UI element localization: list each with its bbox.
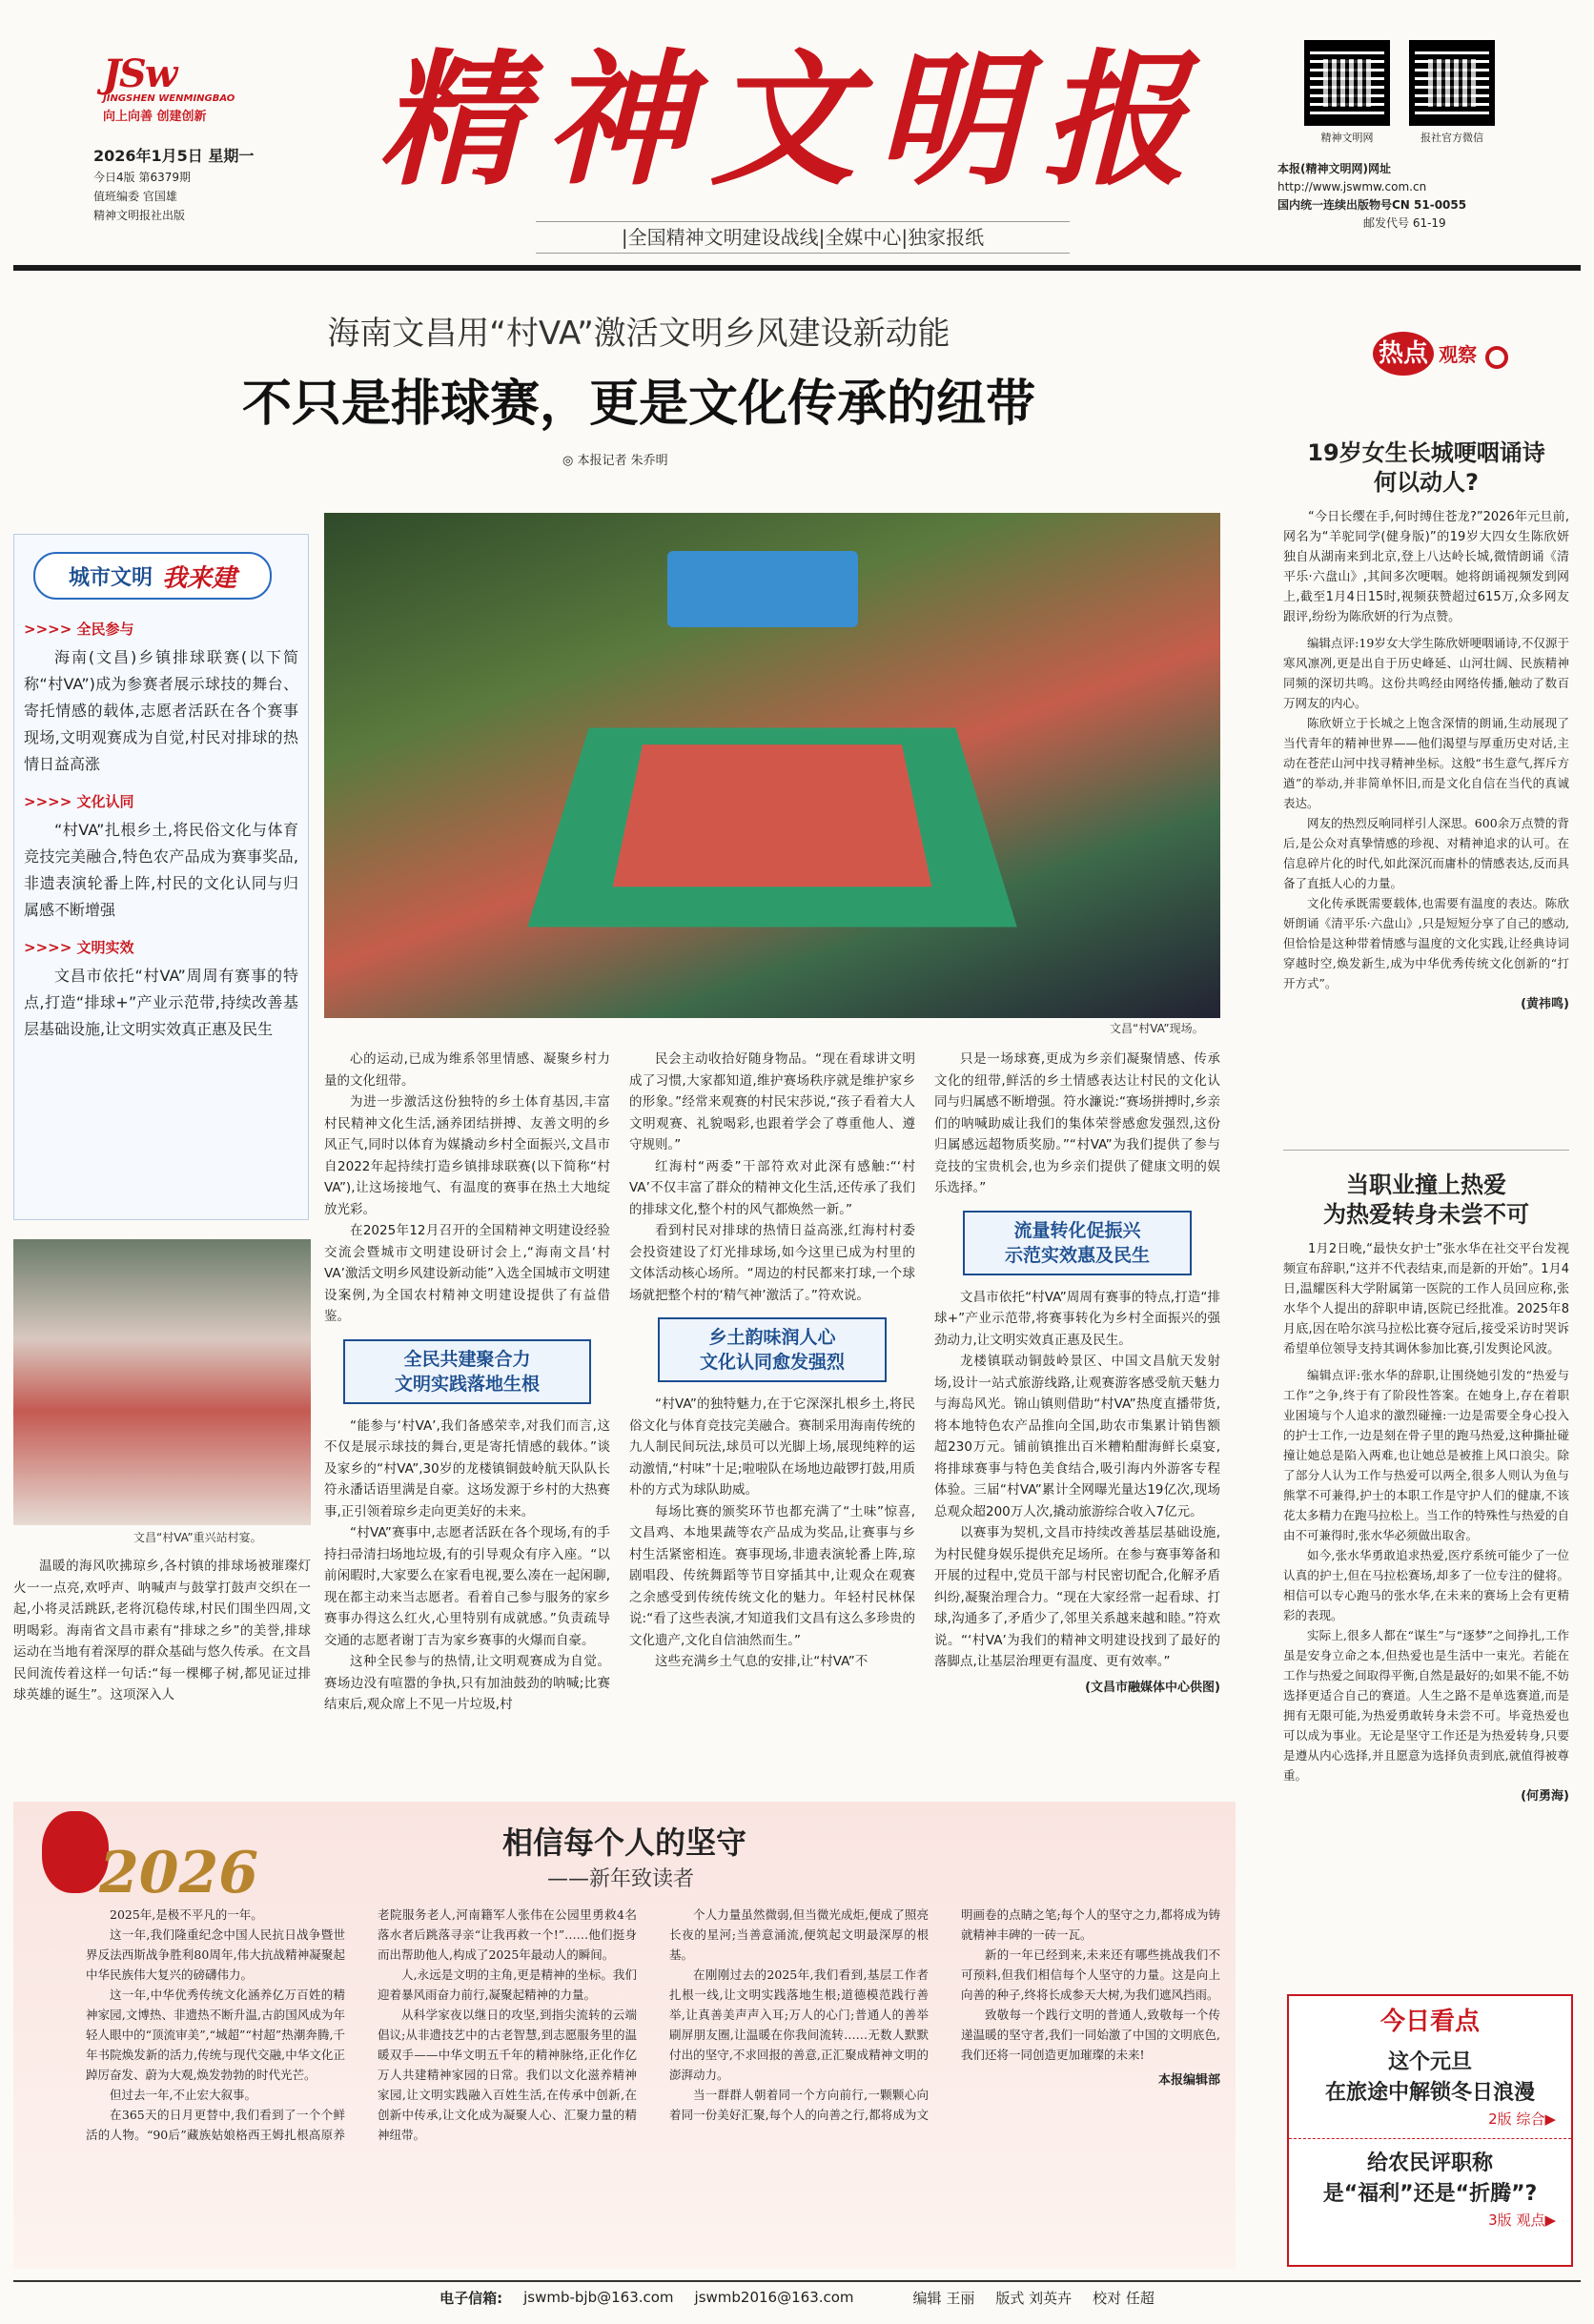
issue-publisher: 精神文明报社出版: [93, 209, 186, 222]
subhead-1: 全民共建聚合力 文明实践落地生根: [343, 1339, 591, 1404]
article-paragraph: “村VA”赛事中,志愿者活跃在各个现场,有的手持扫帚清扫场地垃圾,有的引导观众有序入座。“以前闲暇时,大家要么在家看电视,要么凑在一起闲聊,现在都主动来当志愿者。看着自己参与服务的家乡赛事办得这么红火,心里特别有成就感。”负责疏导交通的志愿者谢丁吉为家乡赛事的火爆而自豪。: [324, 1525, 610, 1648]
lead-photo-caption: 文昌“村VA”现场。: [1110, 1022, 1204, 1035]
newyear-sign: 本报编辑部: [1157, 2073, 1220, 2088]
hot-article-2-title: 当职业撞上热爱 为热爱转身未尝不可: [1323, 1172, 1529, 1228]
newyear-subtitle: ——新年致读者: [547, 1867, 695, 1891]
hot-badge-a: 热点: [1373, 332, 1434, 376]
sidebar-item: [24, 791, 298, 924]
qr-right: [1409, 40, 1495, 145]
hot-article-1-para: “今日长缨在手,何时缚住苍龙?”2026年元旦前,网名为“羊驼同学(健身版)”的19岁大四女生陈欣妍独自从湖南来到北京,登上八达岭长城,微情朗诵《清平乐·六盘山》,其间多次哽咽。她将朗诵视频发到网上,截至1月4日15时,视频获赞超过615万,众多网友跟评,纷纷为陈欣妍的行为点赞。: [1283, 510, 1569, 624]
hot-article-2-para: 实际上,很多人都在“谋生”与“逐梦”之间挣扎,工作虽是安身立命之本,但热爱也是生活中一束光。若能在工作与热爱之间取得平衡,自然是最好的;如果不能,不妨选择更适合自己的赛道。人生之路不是单选赛道,而是拥有无限可能,为热爱勇敢转身未尝不可。毕竟热爱也可以成为事业。无论是坚守工作还是为热爱转身,只要是遵从内心选择,并且愿意为选择负责到底,就值得被尊重。: [1283, 1628, 1569, 1783]
newyear-para: 这一年,中华优秀传统文化涵养亿万百姓的精神家园,文博热、非遗热不断升温,古韵国风成为年轻人眼中的“顶流审美”,“城超”“村超”热潮奔腾,千年书院焕发新的活力,传统与现代交融,中华文化正踔厉奋发、蔚为大观,焕发勃勃的时代光芒。: [86, 1988, 345, 2082]
qr-right-label: 报社官方微信: [1420, 132, 1483, 144]
qr-left-label: 精神文明网: [1320, 132, 1374, 144]
photo-court-inner: [613, 744, 932, 887]
sidebar-item-text: “村VA”扎根乡土,将民俗文化与体育竞技完美融合,特色农产品成为赛事奖品,非遗表演轮番上阵,村民的文化认同与归属感不断增强: [24, 821, 298, 919]
site-info: [1277, 160, 1563, 233]
lead-photo-volleyball-court: [324, 513, 1220, 1018]
issue-pages: 今日4版 第6379期: [93, 171, 191, 184]
article-paragraph: 红海村“两委”干部符欢对此深有感触:“‘村VA’不仅丰富了群众的精神文化生活,还传承了我们的排球文化,整个村的风气都焕然一新。”: [629, 1158, 915, 1217]
newyear-panel: [13, 1802, 1236, 2269]
hot-article-1-para: 陈欣妍立于长城之上饱含深情的朗诵,生动展现了当代青年的精神世界——他们渴望与厚重历史对话,主动在苍茫山河中找寻精神坐标。这般“书生意气,挥斥方遒”的举动,并非简单怀旧,而是文化自信在当代的真诚表达。: [1283, 716, 1569, 810]
newyear-para: 致敬每一个践行文明的普通人,致敬每一个传递温暖的坚守者,我们一同始激了中国的文明底色,我们还将一同创造更加璀璨的未来!: [961, 2008, 1220, 2062]
article-paragraph: 温暖的海风吹拂琼乡,各村镇的排球场被璀璨灯火一一点亮,欢呼声、呐喊声与鼓掌打鼓声交织在一起,小将灵活跳跃,老将沉稳传球,村民们围坐四周,文明喝彩。海南省文昌市素有“排球之乡”的美誉,排球运动在当地有着深厚的群众基础与悠久传承。在文昌民间流传着这样一句话:“每一棵椰子树,都见证过排球英雄的诞生”。这项深入人: [13, 1559, 311, 1702]
newyear-text: [86, 1905, 1220, 2248]
sidebar-item-text: 海南(文昌)乡镇排球联赛(以下简称“村VA”)成为参赛者展示球技的舞台、寄托情感的载体,志愿者活跃在各个赛事现场,文明观赛成为自觉,村民对排球的热情日益高涨: [24, 648, 298, 773]
masthead-rule: [13, 265, 1581, 271]
logo-slogan: 向上向善 创建创新: [103, 110, 207, 124]
article-paragraph: 这些充满乡土气息的安排,让“村VA”不: [655, 1654, 869, 1669]
today-item-title[interactable]: 给农民评职称 是“福利”还是“折腾”?: [1322, 2151, 1538, 2206]
newyear-para: 当一群群人朝着同一个方向前行,一颗颗心向着同一份美好汇聚,每个人的向善之行,都将成为文明画卷的点睛之笔;每个人的坚守之力,都将成为铸就精神丰碑的一砖一瓦。: [669, 1907, 1220, 2122]
article-paragraph: 为进一步激活这份独特的乡土体育基因,丰富村民精神文化生活,涵养团结拼搏、友善文明的乡风正气,同时以体育为媒撬动乡村全面振兴,文昌市自2022年起持续打造乡镇排球联赛(以下简称“村VA”),让这场接地气、有温度的赛事在热土大地绽放光彩。: [324, 1094, 610, 1217]
sidebar-item: [24, 937, 298, 1043]
today-item-title[interactable]: 这个元旦 在旅途中解锁冬日浪漫: [1324, 2050, 1535, 2105]
issue-date: 2026年1月5日 星期一: [93, 147, 255, 165]
logo: [103, 51, 303, 124]
newyear-para: 在刚刚过去的2025年,我们看到,基层工作者扎根一线,让文明实践落地生根;道德模范践行善举,让真善美声声入耳;万人的心门;普通人的善举刷屏朋友圈,让温暖在你我间流转……无数人默默付出的坚守,不求回报的善意,正汇聚成精神文明的澎湃动力。: [669, 1967, 929, 2082]
newyear-para: 这一年,我们隆重纪念中国人民抗日战争暨世界反法西斯战争胜利80周年,伟大抗战精神凝聚起中华民族伟大复兴的磅礴伟力。: [86, 1927, 345, 1982]
sidebar-badge-a: 城市文明: [68, 565, 153, 590]
hot-article-1-comment: 编辑点评:19岁女大学生陈欣妍哽咽诵诗,不仅源于寒风凛冽,更是出自于历史峰延、山河壮阔、民族精神同频的深切共鸣。这份共鸣经由网络传播,触动了数百万网友的内心。: [1283, 636, 1569, 710]
footer-email-2[interactable]: jswmb2016@163.com: [694, 2289, 854, 2306]
article-paragraph: 心的运动,已成为维系邻里情感、凝聚乡村力量的文化纽带。: [324, 1051, 610, 1089]
today-item-page[interactable]: 2版 综合▶: [1488, 2110, 1556, 2128]
newyear-para: 但过去一年,不止宏大叙事。: [110, 2088, 256, 2102]
footer-email-label: 电子信箱:: [439, 2289, 503, 2307]
sidebar-item-title: >>>> 文明实效: [24, 939, 134, 956]
subhead-2: 乡土韵味润人心 文化认同愈发强烈: [658, 1317, 887, 1382]
lead-kicker: 海南文昌用“村VA”激活文明乡风建设新动能: [327, 315, 950, 353]
article-paragraph: 每场比赛的颁奖环节也都充满了“土味”惊喜,文昌鸡、本地果蔬等农产品成为奖品,让赛事与乡村生活紧密相连。赛事现场,非遗表演轮番上阵,琼剧唱段、传统舞蹈等节目穿插其中,让观众在观赛之余感受到传统传统文化的魅力。年轻村民林保说:“看了这些表演,才知道我们文昌有这么多珍贵的文化遗产,文化自信油然而生。”: [629, 1503, 915, 1648]
magnifier-icon: [1485, 346, 1508, 369]
article-paragraph: 看到村民对排球的热情日益高涨,红海村村委会投资建设了灯光排球场,如今这里已成为村里的文体活动核心场所。“周边的村民都来打球,一个球场就把整个村的‘精气神’激活了。”符欢说。: [629, 1223, 915, 1303]
sidebar-item-text: 文昌市依托“村VA”周周有赛事的特点,打造“排球+”产业示范带,持续改善基层基础设施,让文明实效真正惠及民生: [24, 967, 298, 1038]
hot-badge: [1373, 334, 1508, 369]
article-col-0: [13, 1556, 311, 1706]
article-paragraph: 这种全民参与的热情,让文明观赛成为自觉。赛场边没有喧嚣的争执,只有加油鼓劲的呐喊;比赛结束后,观众席上不见一片垃圾,村: [324, 1654, 610, 1712]
article-paragraph: 以赛事为契机,文昌市持续改善基层基础设施,为村民健身娱乐提供充足场所。在参与赛事筹备和开展的过程中,党员干部与村民密切配合,化解矛盾纠纷,凝聚治理合力。“现在大家经常一起看球、打球,沟通多了,矛盾少了,邻里关系越来越和睦。”符欢说。“‘村VA’为我们的精神文明建设找到了最好的落脚点,让基层治理更有温度、更有效率。”: [934, 1525, 1220, 1669]
newyear-year: 2026: [99, 1840, 258, 1906]
tagline: |全国精神文明建设战线|全媒中心|独家报纸: [621, 226, 985, 249]
article-paragraph: 在2025年12月召开的全国精神文明建设经验交流会暨城市文明建设研讨会上,“海南文昌‘村VA’激活文明乡风建设新动能”入选全国城市文明建设案例,为全国农村精神文明建设提供了有益借鉴。: [324, 1223, 610, 1324]
article-paragraph: 龙楼镇联动铜鼓岭景区、中国文昌航天发射场,设计一站式旅游线路,让观赛游客感受航天魅力与海岛风光。锦山镇则借助“村VA”热度直播带货,将本地特色农产品推向全国,助农市集累计销售额超230万元。铺前镇推出百米糟粕酣海鲜长桌宴,将排球赛事与特色美食结合,吸引海内外游客专程体验。三届“村VA”累计全网曝光量达19亿次,现场总观众超200万人次,撬动旅游综合收入7亿元。: [934, 1354, 1220, 1519]
subhead-3: 流量转化促振兴 示范实效惠及民生: [963, 1211, 1192, 1275]
site-cn: 国内统一连续出版物号CN 51-0055: [1277, 198, 1467, 212]
newyear-title: 相信每个人的坚守: [501, 1825, 746, 1861]
hot-divider: [1283, 1150, 1569, 1151]
newyear-para: 从科学家夜以继日的攻坚,到指尖流转的云端倡议;从非遗技艺中的古老智慧,到志愿服务里的温暖双手——中华文明五千年的精神脉络,正化作亿万人共建精神家园的日常。我们以文化滋养精神家园,让文明实践融入百姓生活,在传承中创新,在创新中传承,让文化成为凝聚人心、汇聚力量的精神纽带。: [378, 2008, 637, 2142]
qr-left: [1304, 40, 1390, 145]
hot-article-2: [1283, 1171, 1569, 1804]
article-paragraph: “村VA”的独特魅力,在于它深深扎根乡土,将民俗文化与体育竞技完美融合。赛制采用海南传统的九人制民间玩法,球员可以光脚上场,展现纯粹的运动激情,“村味”十足;啦啦队在场地边敲锣打鼓,用质朴的方式为球队助威。: [629, 1396, 915, 1498]
article-paragraph: 只是一场球赛,更成为乡亲们凝聚情感、传承文化的纽带,鲜活的乡土情感表达让村民的文化认同与归属感不断增强。符水濂说:“赛场拼搏时,乡亲们的呐喊助威让我们的集体荣誉感愈发强烈,这份归属感远超物质奖励。”“村VA”为我们提供了参与竞技的宝贵机会,也为乡亲们提供了健康文明的娱乐选择。”: [934, 1051, 1220, 1195]
article-paragraph: 民会主动收拾好随身物品。“现在看球讲文明成了习惯,大家都知道,维护赛场秩序就是维护家乡的形象。”经常来观赛的村民宋莎说,“孩子看着大人文明观赛、礼貌喝彩,也跟着学会了尊重他人、遵守规则。”: [629, 1051, 915, 1152]
site-post: 邮发代号 61-19: [1363, 216, 1446, 230]
footer: [13, 2280, 1581, 2313]
sidebar-item: [24, 619, 298, 778]
article-paragraph: 文昌市依托“村VA”周周有赛事的特点,打造“排球+”产业示范带,将赛事转化为乡村全面振兴的强劲动力,让文明实效真正惠及民生。: [934, 1289, 1220, 1348]
hot-article-1: [1283, 438, 1569, 1011]
hot-article-2-sign: (何勇海): [1521, 1789, 1569, 1804]
today-item-page[interactable]: 3版 观点▶: [1488, 2212, 1556, 2229]
hot-article-2-para: 1月2日晚,“最快女护士”张水华在社交平台发视频宣布辞职,“这并不代表结束,而是新的开始”。1月4日,温耀医科大学附属第一医院的工作人员回应称,张水华个人提出的辞职申请,医院已经批准。2025年8月底,因在哈尔滨马拉松比赛夺冠后,接受采访时哭诉希望单位领导支持其调休参加比赛,引发舆论风波。: [1283, 1242, 1569, 1356]
sidebar-item-title: >>>> 文化认同: [24, 793, 134, 810]
lead-headline: 不只是排球赛，更是文化传承的纽带: [241, 376, 1035, 433]
hot-article-1-title: 19岁女生长城哽咽诵诗 何以动人?: [1307, 439, 1545, 496]
article-paragraph: “能参与‘村VA’,我们备感荣幸,对我们而言,这不仅是展示球技的舞台,更是寄托情感的载体。”谈及家乡的“村VA”,30岁的龙楼镇铜鼓岭航天队队长符永潘话语里满是自豪。这场发源于乡村的大热赛事,正引领着琼乡走向更美好的未来。: [324, 1417, 610, 1519]
today-item[interactable]: [1289, 2044, 1571, 2139]
hot-badge-b: 观察: [1439, 343, 1478, 366]
issue-editors: 值班编委 官国雄: [93, 190, 177, 203]
qr-code-left: [1304, 40, 1390, 126]
site-url[interactable]: http://www.jswmw.com.cn: [1277, 180, 1427, 194]
logo-pinyin: JINGSHEN WENMINGBAO: [103, 93, 235, 104]
today-head: 今日看点: [1379, 2008, 1480, 2036]
village-feast-caption: 文昌“村VA”重兴站村宴。: [133, 1531, 262, 1544]
hot-article-1-para: 网友的热烈反响同样引人深思。600余万点赞的背后,是公众对真挚情感的珍视、对精神追求的认可。在信息碎片化的时代,如此深沉而庸朴的情感表达,反而具备了直抵人心的力量。: [1283, 816, 1569, 890]
footer-proof: 校对 任超: [1093, 2289, 1155, 2307]
hot-article-1-sign: (黄祎鸣): [1521, 997, 1569, 1011]
article-col-3: [934, 1049, 1220, 1695]
sidebar-badge-b: 我来建: [162, 563, 237, 593]
lead-byline: ◎ 本报记者 朱乔明: [562, 454, 668, 468]
article-col-1: [324, 1049, 610, 1716]
photo-credit: (文昌市融媒体中心供图): [1085, 1680, 1220, 1695]
photo-banner: [667, 551, 858, 627]
sidebar-badge: [33, 552, 272, 600]
newyear-para: 在365天的日月更替中,我们看到了一个个鲜活的人物。“90后”藏族姑娘格西王姆扎根高原养老院服务老人,河南籍军人张伟在公园里勇救4名落水者后跳落寻亲“让我再救一个!”……他们挺身而出帮助他人,构成了2025年最动人的瞬间。: [86, 1907, 637, 2142]
village-feast-photo: [13, 1239, 311, 1525]
tagline-bar: [536, 221, 1070, 254]
footer-editor: 编辑 王丽: [912, 2289, 975, 2307]
footer-design: 版式 刘英卉: [995, 2289, 1073, 2307]
newyear-para: 人,永远是文明的主角,更是精神的坐标。我们迎着暴风雨奋力前行,凝聚起精神的力量。: [378, 1967, 637, 2002]
footer-email-1[interactable]: jswmb-bjb@163.com: [523, 2289, 674, 2306]
newyear-para: 个人力量虽然微弱,但当微光成炬,便成了照亮长夜的星河;当善意涌流,便筑起文明最深厚的根基。: [669, 1907, 929, 1962]
logo-mark: JSw: [103, 51, 176, 96]
hot-article-1-para: 文化传承既需要载体,也需要有温度的表达。陈欣妍朗诵《清平乐·六盘山》,只是短短分享了自己的感动,但恰恰是这种带着情感与温度的文化实践,让经典诗词穿越时空,焕发新生,成为中华优秀传统文化创新的“打开方式”。: [1283, 896, 1569, 990]
qr-code-right: [1409, 40, 1495, 126]
sidebar-panel: [13, 534, 309, 1220]
hot-article-2-para: 如今,张水华勇敢追求热爱,医疗系统可能少了一位认真的护士,但在马拉松赛场,却多了一位专注的健将。相信可以专心跑马的张水华,在未来的赛场上会有更精彩的表现。: [1283, 1548, 1569, 1622]
site-label: 本报(精神文明网)网址: [1277, 162, 1391, 175]
newyear-para: 新的一年已经到来,未来还有哪些挑战我们不可预料,但我们相信每个人坚守的力量。这是向上向善的种子,终将长成参天大树,为我们遮风挡雨。: [961, 1947, 1220, 2002]
masthead-title: 精神文明报: [378, 34, 1208, 205]
issue-info: [93, 145, 313, 225]
today-box: [1287, 1994, 1573, 2267]
hot-article-2-comment: 编辑点评:张水华的辞职,让围绕她引发的“热爱与工作”之争,终于有了阶段性答案。在她身上,存在着职业困境与个人追求的激烈碰撞:一边是需要全身心投入的护士工作,一边是刻在骨子里的跑马热爱,这种撕扯碰撞让她总是陷入两难,也让她总是被推上风口浪尖。除了部分人认为工作与热爱可以两全,很多人则认为鱼与熊掌不可兼得,护士的本职工作是守护人们的健康,不该花太多精力在跑马拉松上。当工作的特殊性与热爱的自由不可兼得时,张水华必须做出取舍。: [1283, 1368, 1570, 1542]
sidebar-item-title: >>>> 全民参与: [24, 621, 134, 638]
today-item[interactable]: [1289, 2139, 1571, 2239]
article-col-2: [629, 1049, 915, 1673]
newyear-para: 2025年,是极不平凡的一年。: [110, 1907, 263, 1922]
